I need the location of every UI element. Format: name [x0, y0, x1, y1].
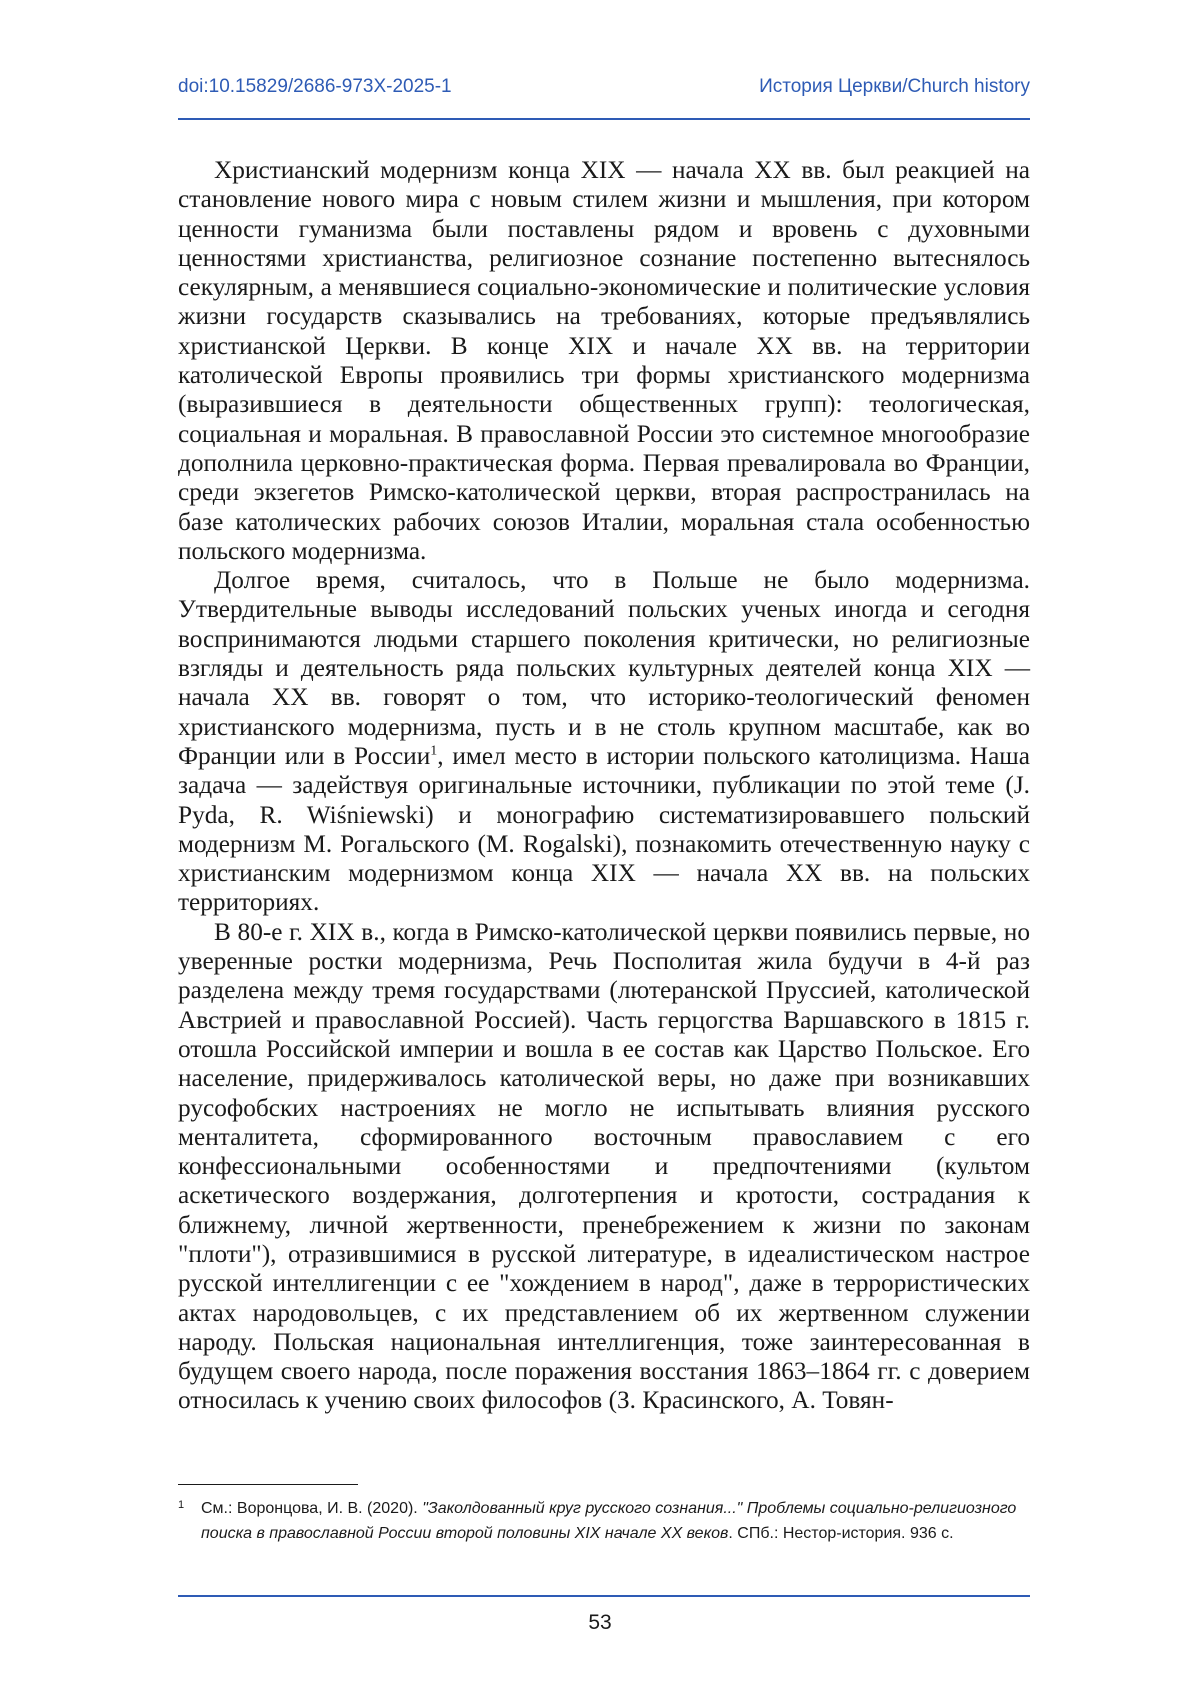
running-header: [178, 76, 1030, 104]
footnote-tail: . СПб.: Нестор-история. 936 с.: [728, 1525, 954, 1542]
page-number: 53: [588, 1611, 612, 1634]
article-body: [178, 156, 1030, 1416]
footer-divider: [178, 1595, 1030, 1597]
paragraph-2: [178, 566, 1030, 918]
paragraph-2-continuation: , имел место в истории польского католицизма. Наша задача — задействуя оригинальные источники, публикации по этой теме (J. Pyda, R. Wiśniewski) и монографию систематизировавшего польский модернизм М. Рогальского (M. Rogalski), познакомить отечественную науку с христианским модернизмом конца XIX — начала XX вв. на польских территориях.: [178, 741, 1030, 917]
paragraph-2-text: Долгое время, считалось, что в Польше не было модернизма. Утвердительные выводы исследований польских ученых иногда и сегодня воспринимаются людьми старшего поколения критически, но религиозные взгляды и деятельность ряда польских культурных деятелей конца XIX — начала XX вв. говорят о том, что историко-теологический феномен христианского модернизма, пусть и в не столь крупном масштабе, как во Франции или в России: [178, 566, 1030, 770]
footnote-divider: [178, 1484, 358, 1485]
footnote: [178, 1496, 1030, 1546]
footnote-title: "Заколдованный круг русского сознания..." Проблемы социально-религиозного поиска в православной России второй половины XIX начале XX веков: [201, 1500, 1017, 1542]
paragraph-3: В 80-е г. XIX в., когда в Римско-католической церкви появились первые, но уверенные ростки модернизма, Речь Посполитая жила будучи в 4-й раз разделена между тремя государствами (лютеранской Пруссией, католической Австрией и православной Россией). Часть герцогства Варшавского в 1815 г. отошла Российской империи и вошла в ее состав как Царство Польское. Его население, придерживалось католической веры, но даже при возникавших русофобских настроениях не могло не испытывать влияния русского менталитета, сформированного восточным православием с его конфессиональными особенностями и предпочтениями (культом аскетического воздержания, долготерпения и кротости, сострадания к ближнему, личной жертвенности, пренебрежением к жизни по законам "плоти"), отразившимися в русской литературе, в идеалистическом настрое русской интеллигенции с ее "хождением в народ", даже в террористических актах народовольцев, с их представлением об их жертвенном служении народу. Польская национальная интеллигенция, тоже заинтересованная в будущем своего народа, после поражения восстания 1863–1864 гг. с доверием относилась к учению своих философов (З. Красинского, А. Товян-: [178, 917, 1030, 1415]
section-title: История Церкви/Church history: [759, 76, 1030, 97]
footnote-body: [201, 1496, 1030, 1546]
footnote-lead: См.: Воронцова, И. В. (2020).: [201, 1500, 423, 1517]
footnote-reference[interactable]: 1: [430, 743, 438, 759]
footnote-mark: 1: [178, 1499, 185, 1511]
paragraph-1: Христианский модернизм конца XIX — начала XX вв. был реакцией на становление нового мира с новым стилем жизни и мышления, при котором ценности гуманизма были поставлены рядом и вровень с духовными ценностями христианства, религиозное сознание постепенно вытеснялось секулярным, а менявшиеся социально-экономические и политические условия жизни государств сказывались на требованиях, которые предъявлялись христианской Церкви. В конце XIX и начале XX вв. на территории католической Европы проявились три формы христианского модернизма (выразившиеся в деятельности общественных групп): теологическая, социальная и моральная. В православной России это системное многообразие дополнила церковно-практическая форма. Первая превалировала во Франции, среди экзегетов Римско-католической церкви, вторая распространилась на базе католических рабочих союзов Италии, моральная стала особенностью польского модернизма.: [178, 156, 1030, 565]
doi-label: doi:10.15829/2686-973X-2025-1: [178, 76, 452, 97]
header-divider: [178, 118, 1030, 120]
